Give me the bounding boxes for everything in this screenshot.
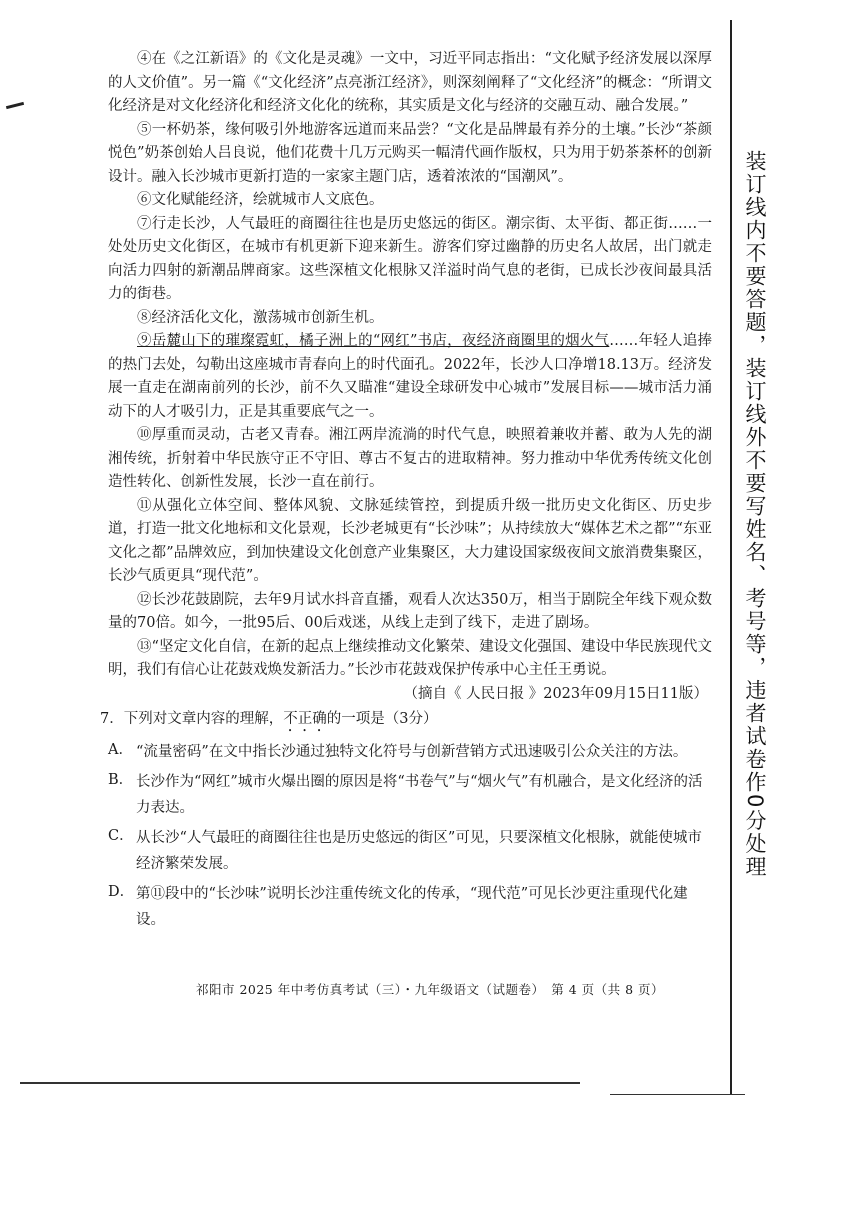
question-emphasis: 不正确 (283, 711, 327, 727)
question-prefix: 7．下列对文章内容的理解， (100, 711, 284, 727)
options-list (108, 739, 712, 933)
option-d[interactable] (108, 881, 712, 933)
paragraph-4: ④在《之江新语》的《文化是灵魂》一文中，习近平同志指出：“文化赋予经济发展以深厚的人文价值”。另一篇《“文化经济”点亮浙江经济》，则深刻阐释了“文化经济”的概念：“所谓文化经济是对文化经济化和经济文化化的统称，其实质是文化与经济的交融互动、融合发展。” (108, 51, 712, 114)
paragraph-9 (108, 330, 712, 424)
paragraph-6: ⑥文化赋能经济，绘就城市人文底色。 (137, 192, 384, 208)
paragraph-10: ⑩厚重而灵动，古老又青春。湘江两岸流淌的时代气息，映照着兼收并蓄、敢为人先的湖湘传统，折射着中华民族守正不守旧、尊古不复古的进取精神。努力推动中华优秀传统文化创造性转化、创新性发展，长沙一直在前行。 (108, 427, 712, 490)
paragraph-13: ⑬“坚定文化自信，在新的起点上继续推动文化繁荣、建设文化强国、建设中华民族现代文明，我们有信心让花鼓戏焕发新活力。”长沙市花鼓戏保护传承中心主任王勇说。 (108, 638, 712, 678)
paragraph-8: ⑧经济活化文化，激荡城市创新生机。 (137, 309, 384, 326)
option-text: 第⑪段中的“长沙味”说明长沙注重传统文化的传承，“现代范”可见长沙更注重现代化建设。 (136, 886, 688, 928)
question-suffix: 的一项是（3分） (326, 711, 438, 727)
page-footer: 祁阳市 2025 年中考仿真考试（三）・九年级语文（试题卷） 第 4 页（共 8 页） (195, 982, 665, 997)
bottom-rule (20, 1082, 580, 1084)
option-text: 长沙作为“网红”城市火爆出圈的原因是将“书卷气”与“烟火气”有机融合，是文化经济的活力表达。 (136, 774, 703, 816)
question-7 (100, 708, 712, 735)
paragraph-9-rest: ……年轻人追捧的热门去处，勾勒出这座城市青春向上的时代面孔。2022年，长沙人口净增18.13万。经济发展一直走在湖南前列的长沙，前不久又瞄准“建设全球研发中心城市”发展目标——城市活力涌动下的人才吸引力，正是其重要底气之一。 (108, 333, 713, 420)
option-a[interactable] (108, 739, 712, 765)
binding-line (730, 20, 732, 1095)
binding-margin-note: 装订线内不要答题，装订线外不要写姓名、考号等，违者试卷作0分处理 (743, 150, 767, 879)
paragraph-12: ⑫长沙花鼓剧院，去年9月试水抖音直播，观看人次达350万，相当于剧院全年线下观众数量的70倍。如今，一批95后、00后戏迷，从线上走到了线下，走进了剧场。 (108, 591, 712, 631)
option-letter: B． (108, 772, 134, 788)
bottom-rule-right (610, 1094, 745, 1095)
scan-mark (6, 102, 24, 109)
option-b[interactable] (108, 769, 712, 821)
paragraph-7: ⑦行走长沙，人气最旺的商圈往往也是历史悠远的街区。潮宗街、太平街、都正街……一处处历史文化街区，在城市有机更新下迎来新生。游客们穿过幽静的历史名人故居，出门就走向活力四射的新潮品牌商家。这些深植文化根脉又洋溢时尚气息的老街，已成长沙夜间最具活力的街巷。 (108, 215, 712, 302)
option-letter: C． (108, 828, 134, 844)
option-letter: D． (108, 884, 135, 900)
option-text: 从长沙“人气最旺的商圈往往也是历史悠远的街区”可见，只要深植文化根脉，就能使城市经济繁荣发展。 (136, 830, 702, 872)
option-letter: A． (108, 742, 133, 758)
source-note: （摘自《 人民日报 》2023年09月15日11版） (403, 685, 708, 702)
paragraph-5: ⑤一杯奶茶，缘何吸引外地游客远道而来品尝？“文化是品牌最有养分的土壤。”长沙“茶颜悦色”奶茶创始人吕良说，他们花费十几万元购买一幅清代画作版权，只为用于奶茶茶杯的创新设计。融入长沙城市更新打造的一家家主题门店，透着浓浓的“国潮风”。 (108, 121, 712, 185)
option-c[interactable] (108, 825, 712, 877)
article-body (100, 48, 713, 937)
underlined-sentence: ⑨岳麓山下的璀璨霓虹，橘子洲上的“网红”书店，夜经济商圈里的烟火气 (137, 333, 610, 349)
paragraph-11: ⑪从强化立体空间、整体风貌、文脉延续管控，到提质升级一批历史文化街区、历史步道，打造一批文化地标和文化景观，长沙老城更有“长沙味”；从持续放大“媒体艺术之都”“东亚文化之都”品牌效应，到加快建设文化创意产业集聚区，大力建设国家级夜间文旅消费集聚区，长沙气质更具“现代范”。 (108, 497, 712, 584)
option-text: “流量密码”在文中指长沙通过独特文化符号与创新营销方式迅速吸引公众关注的方法。 (136, 744, 688, 760)
